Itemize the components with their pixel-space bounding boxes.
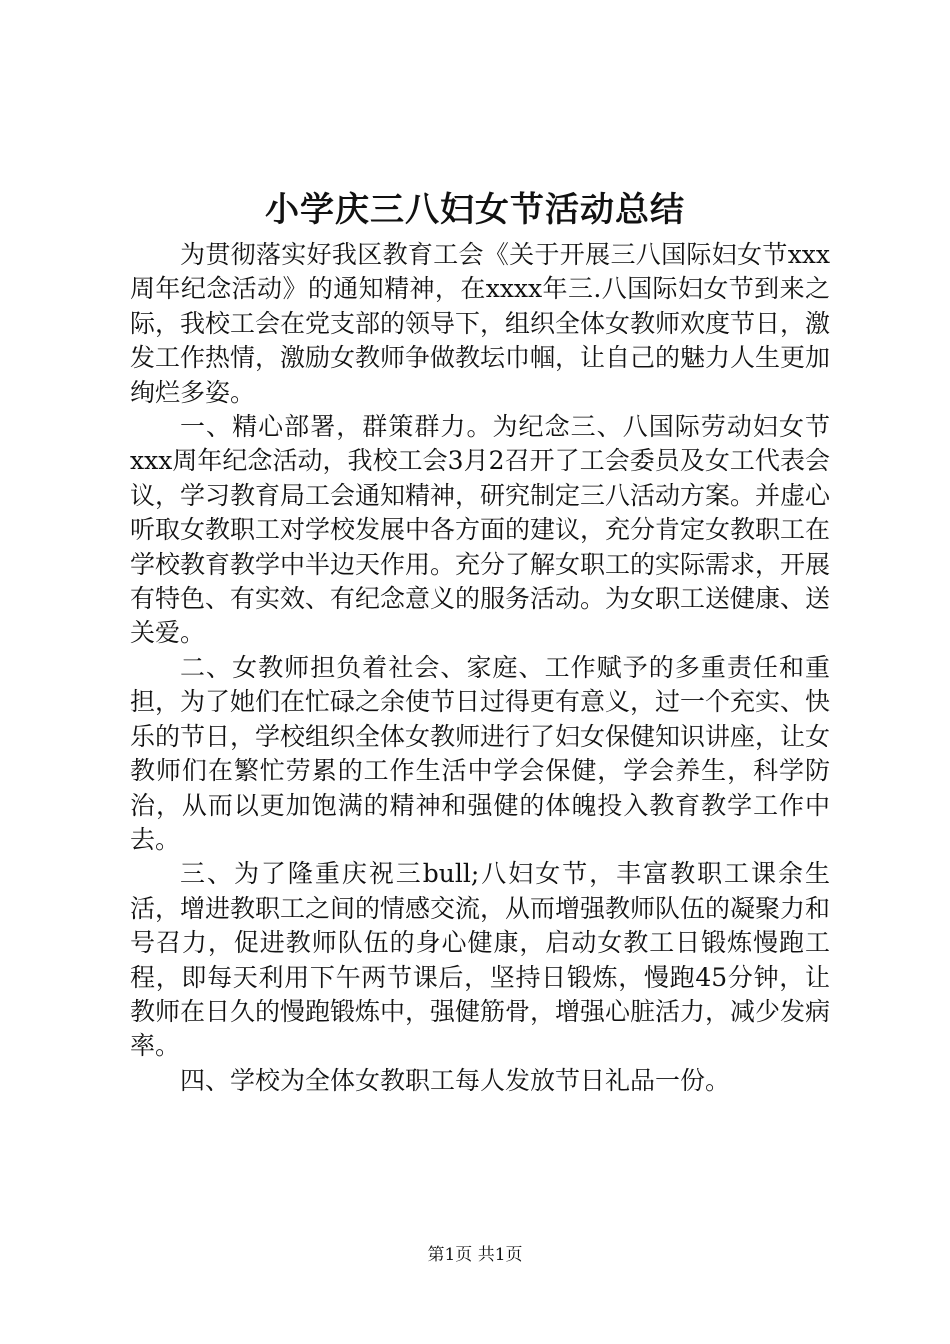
page-number-footer: 第1页 共1页 [427, 1245, 523, 1265]
document-title: 小学庆三八妇女节活动总结 [265, 190, 685, 230]
document-body [130, 238, 830, 1098]
paragraph-section-4: 四、学校为全体女教职工每人发放节日礼品一份。 [180, 1065, 731, 1095]
paragraph-section-1: 一、精心部署，群策群力。为纪念三、八国际劳动妇女节xxx周年纪念活动，我校工会3月2召开了工会委员及女工代表会议，学习教育局工会通知精神，研究制定三八活动方案。并虚心听取女教职工对学校发展中各方面的建议，充分肯定女教职工在学校教育教学中半边天作用。充分了解女职工的实际需求，开展有特色、有实效、有纪念意义的服务活动。为女职工送健康、送关爱。 [130, 412, 831, 648]
paragraph-section-2: 二、女教师担负着社会、家庭、工作赋予的多重责任和重担，为了她们在忙碌之余使节日过得更有意义，过一个充实、快乐的节日，学校组织全体女教师进行了妇女保健知识讲座，让女教师们在繁忙劳累的工作生活中学会保健，学会养生，科学防治，从而以更加饱满的精神和强健的体魄投入教育教学工作中去。 [130, 652, 831, 854]
paragraph-section-3: 三、为了隆重庆祝三bull;八妇女节，丰富教职工课余生活，增进教职工之间的情感交流，从而增强教师队伍的凝聚力和号召力，促进教师队伍的身心健康，启动女教工日锻炼慢跑工程，即每天利用下午两节课后，坚持日锻炼，慢跑45分钟，让教师在日久的慢跑锻炼中，强健筋骨，增强心脏活力，减少发病率。 [130, 859, 831, 1061]
paragraph-intro: 为贯彻落实好我区教育工会《关于开展三八国际妇女节xxx周年纪念活动》的通知精神，在xxxx年三.八国际妇女节到来之际，我校工会在党支部的领导下，组织全体女教师欢度节日，激发工作热情，激励女教师争做教坛巾帼，让自己的魅力人生更加绚烂多姿。 [130, 240, 831, 407]
